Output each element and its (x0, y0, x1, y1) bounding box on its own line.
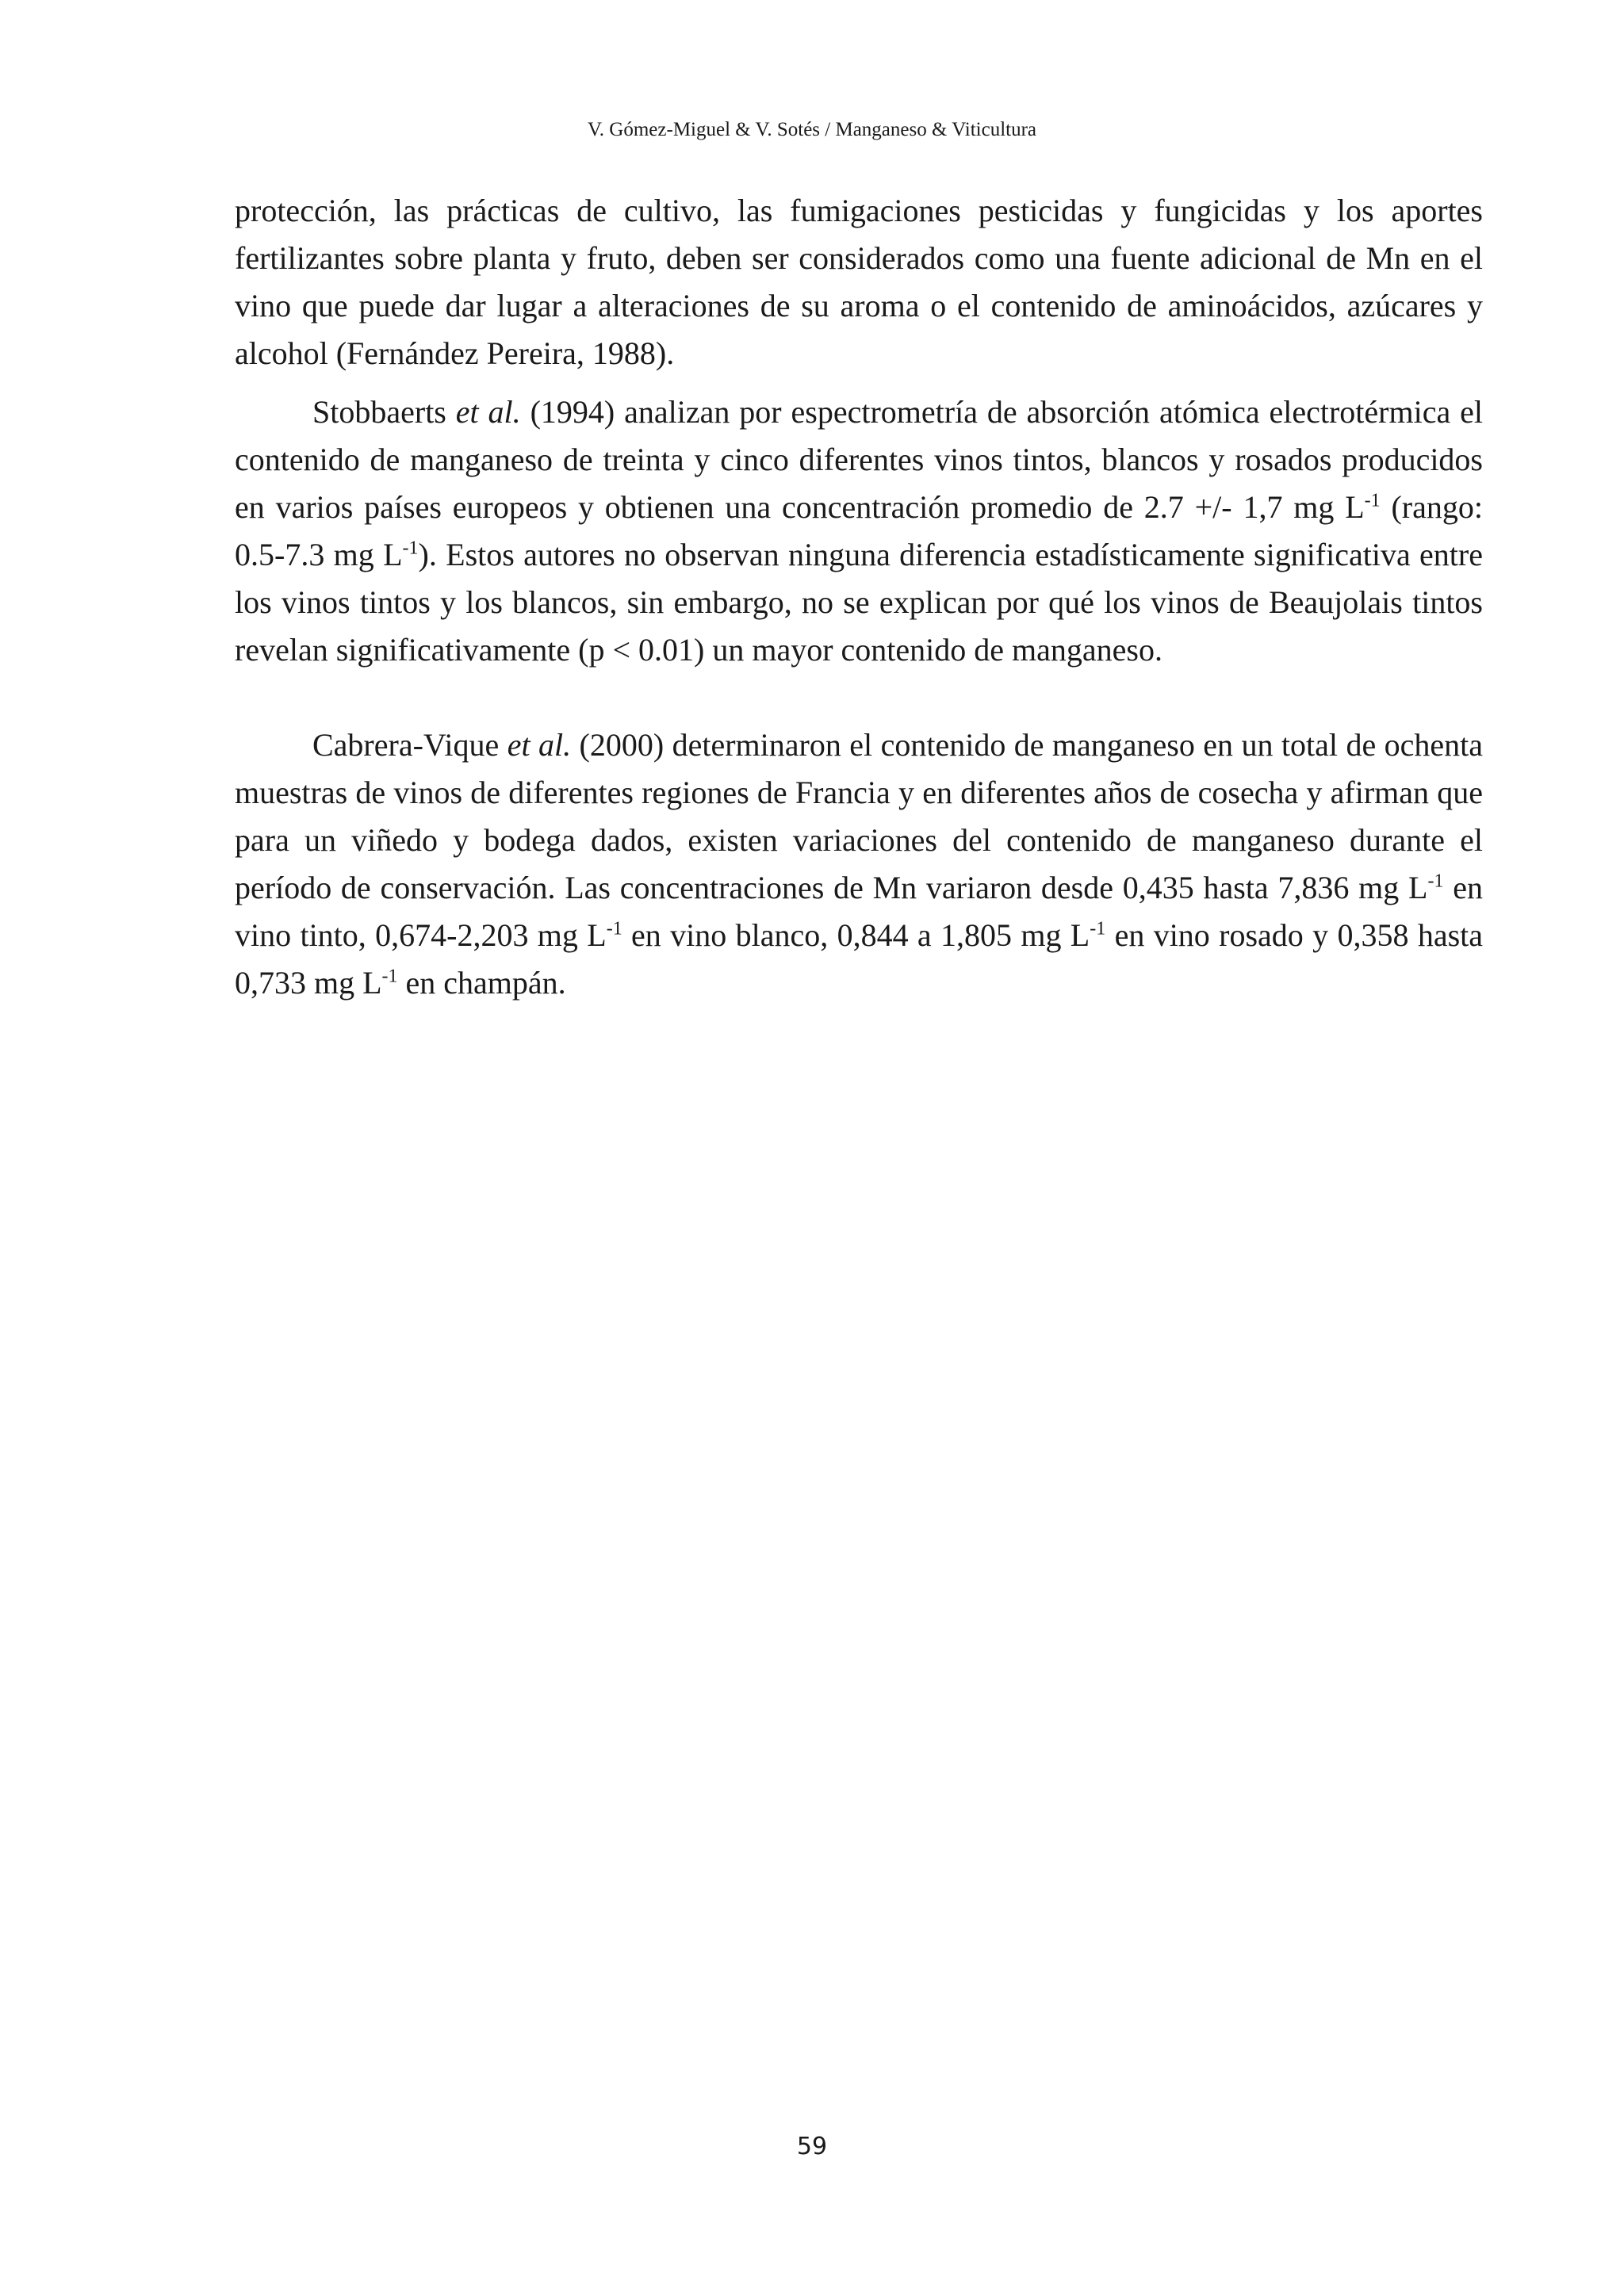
citation-et-al: et al. (455, 394, 521, 430)
paragraph-3 (235, 721, 1483, 1007)
paragraph-text: en vino blanco, 0,844 a 1,805 mg L (622, 917, 1090, 953)
citation-et-al: et al. (507, 727, 572, 763)
paragraph-text: en vino rosado y 0,358 hasta 0,733 mg L (235, 917, 1484, 1001)
paragraph-2 (235, 388, 1483, 674)
superscript: -1 (1364, 490, 1381, 511)
superscript: -1 (606, 918, 622, 939)
citation-author: Stobbaerts (312, 394, 456, 430)
superscript: -1 (1427, 871, 1444, 892)
paragraph-text: en vino tinto, 0,674-2,203 mg L (235, 870, 1483, 953)
running-header: V. Gómez-Miguel & V. Sotés / Manganeso & Viticultura (587, 119, 1037, 140)
superscript: -1 (381, 966, 398, 987)
paragraph-text: (rango: 0.5-7.3 mg L (235, 489, 1483, 572)
paragraph-text: (2000) determinaron el contenido de manganeso en un total de ochenta muestras de vinos de diferentes regiones de Francia y en diferentes años de cosecha y afirman que para un viñedo y bodega dados, existen variaciones del contenido de manganeso durante el período de conservación. Las concentraciones de Mn variaron desde 0,435 hasta 7,836 mg L (235, 727, 1483, 905)
paragraph-text: en champán. (397, 965, 566, 1001)
paragraph-text: ). Estos autores no observan ninguna diferencia estadísticamente significativa entre los vinos tintos y los blancos, sin embargo, no se explican por qué los vinos de Beaujolais tintos revelan significativamente (p < 0.01) un mayor contenido de manganeso. (235, 537, 1483, 668)
superscript: -1 (1090, 918, 1106, 939)
superscript: -1 (402, 538, 419, 559)
body-text (235, 187, 1483, 1007)
citation-author: Cabrera-Vique (312, 727, 508, 763)
paragraph-text: (1994) analizan por espectrometría de absorción atómica electrotérmica el contenido de manganeso de treinta y cinco diferentes vinos tintos, blancos y rosados producidos en varios países europeos y obtienen una concentración promedio de 2.7 +/- 1,7 mg L (235, 394, 1484, 525)
paragraph-1: protección, las prácticas de cultivo, las fumigaciones pesticidas y fungicidas y los aportes fertilizantes sobre planta y fruto, deben ser considerados como una fuente adicional de Mn en el vino que puede dar lugar a alteraciones de su aroma o el contenido de aminoácidos, azúcares y alcohol (Fernández Pereira, 1988). (235, 193, 1483, 371)
page-number: 59 (796, 2133, 828, 2160)
